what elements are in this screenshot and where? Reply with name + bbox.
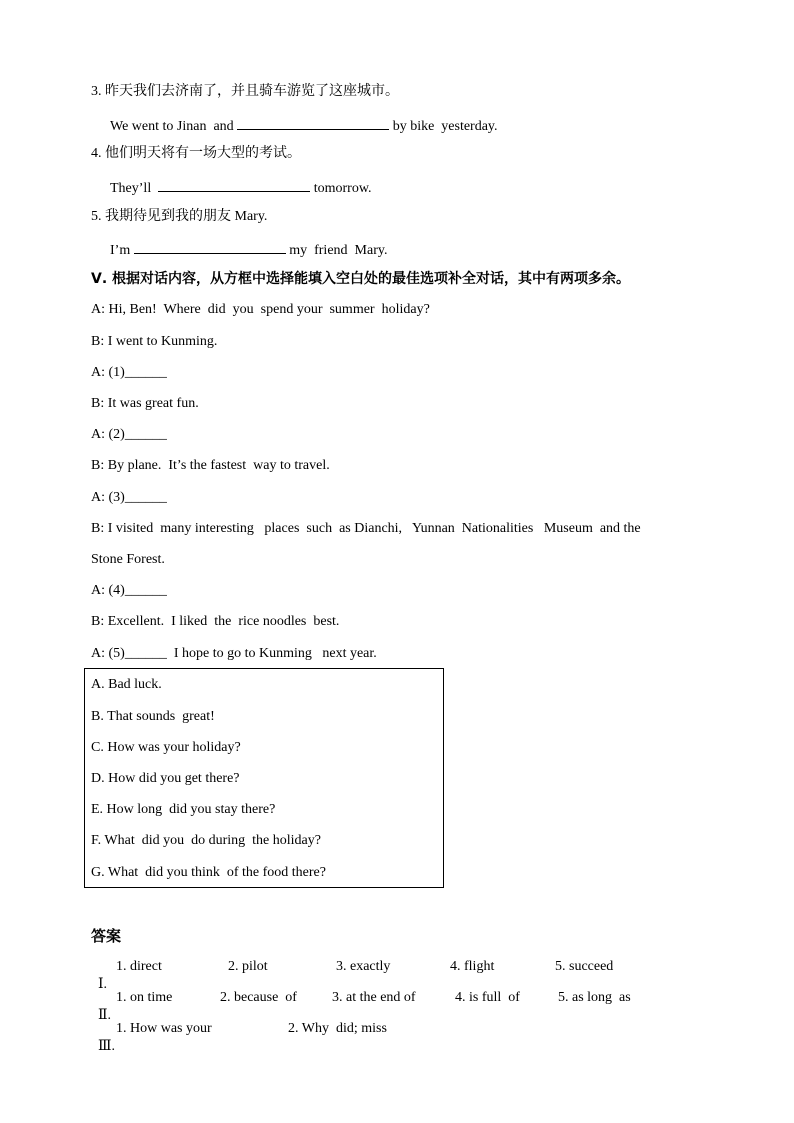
option-item: B. That sounds great!	[91, 709, 215, 724]
dialogue-line: B: Excellent. I liked the rice noodles best.	[91, 614, 340, 629]
dialogue-line: B: I visited many interesting places such as Dianchi, Yunnan Nationalities Museum and the	[91, 521, 641, 536]
dialogue-line: A: (2)______	[91, 427, 167, 442]
question-chinese: 他们明天将有一场大型的考试。	[105, 146, 301, 161]
dialogue-line: Stone Forest.	[91, 552, 165, 567]
question-number: 3.	[91, 84, 102, 99]
question-english-after: my friend Mary.	[285, 243, 388, 258]
answer-item: 3. exactly	[336, 959, 391, 974]
dialogue-line: B: By plane. It’s the fastest way to travel.	[91, 458, 330, 473]
question-4-prompt	[91, 145, 301, 163]
question-chinese: 我期待见到我的朋友 Mary.	[105, 209, 268, 224]
answer-item: 1. direct	[116, 959, 162, 974]
dialogue-line: A: (1)______	[91, 365, 167, 380]
section-5-heading: Ⅴ. 根据对话内容，从方框中选择能填入空白处的最佳选项补全对话，其中有两项多余。	[91, 271, 631, 287]
dialogue-line: A: Hi, Ben! Where did you spend your summer holiday?	[91, 302, 430, 317]
question-3-prompt	[91, 83, 399, 101]
answers-row-3	[91, 1020, 119, 1056]
answer-item: 5. as long as	[558, 990, 631, 1005]
dialogue-line: B: I went to Kunming.	[91, 334, 218, 349]
option-item: D. How did you get there?	[91, 771, 240, 786]
option-item: C. How was your holiday?	[91, 740, 241, 755]
question-number: 4.	[91, 146, 102, 161]
answer-item: 3. at the end of	[332, 990, 416, 1005]
dialogue-line: A: (3)______	[91, 490, 167, 505]
dialogue-line: A: (4)______	[91, 583, 167, 598]
answer-item: 5. succeed	[555, 959, 614, 974]
answer-item: 2. Why did; miss	[288, 1021, 387, 1036]
question-3-answer-line	[110, 115, 498, 136]
answer-item: 4. flight	[450, 959, 495, 974]
question-english-before: We went to Jinan and	[110, 119, 238, 134]
fill-blank[interactable]	[158, 177, 310, 192]
question-english-before: They’ll	[110, 181, 159, 196]
question-5-answer-line	[110, 239, 387, 260]
question-chinese: 昨天我们去济南了，并且骑车游览了这座城市。	[105, 84, 399, 99]
fill-blank[interactable]	[237, 115, 389, 130]
option-item: F. What did you do during the holiday?	[91, 833, 321, 848]
question-english-after: tomorrow.	[310, 181, 372, 196]
answer-item: 1. on time	[116, 990, 173, 1005]
question-5-prompt	[91, 208, 267, 226]
question-english-after: by bike yesterday.	[389, 119, 498, 134]
answers-title: 答案	[91, 927, 122, 945]
question-english-before: I’m	[110, 243, 134, 258]
dialogue-line: A: (5)______ I hope to go to Kunming next year.	[91, 646, 377, 661]
dialogue-line: B: It was great fun.	[91, 396, 199, 411]
option-item: A. Bad luck.	[91, 677, 162, 692]
fill-blank[interactable]	[134, 239, 286, 254]
option-item: G. What did you think of the food there?	[91, 865, 326, 880]
question-number: 5.	[91, 209, 102, 224]
answer-item: 2. because of	[220, 990, 297, 1005]
answer-item: 2. pilot	[228, 959, 268, 974]
question-4-answer-line	[110, 177, 372, 198]
answer-item: 1. How was your	[116, 1021, 212, 1036]
answers-row-label: Ⅱ.	[98, 1008, 115, 1023]
option-item: E. How long did you stay there?	[91, 802, 276, 817]
answers-row-label: Ⅰ.	[98, 977, 111, 992]
answer-item: 4. is full of	[455, 990, 520, 1005]
answers-row-label: Ⅲ.	[98, 1039, 119, 1054]
